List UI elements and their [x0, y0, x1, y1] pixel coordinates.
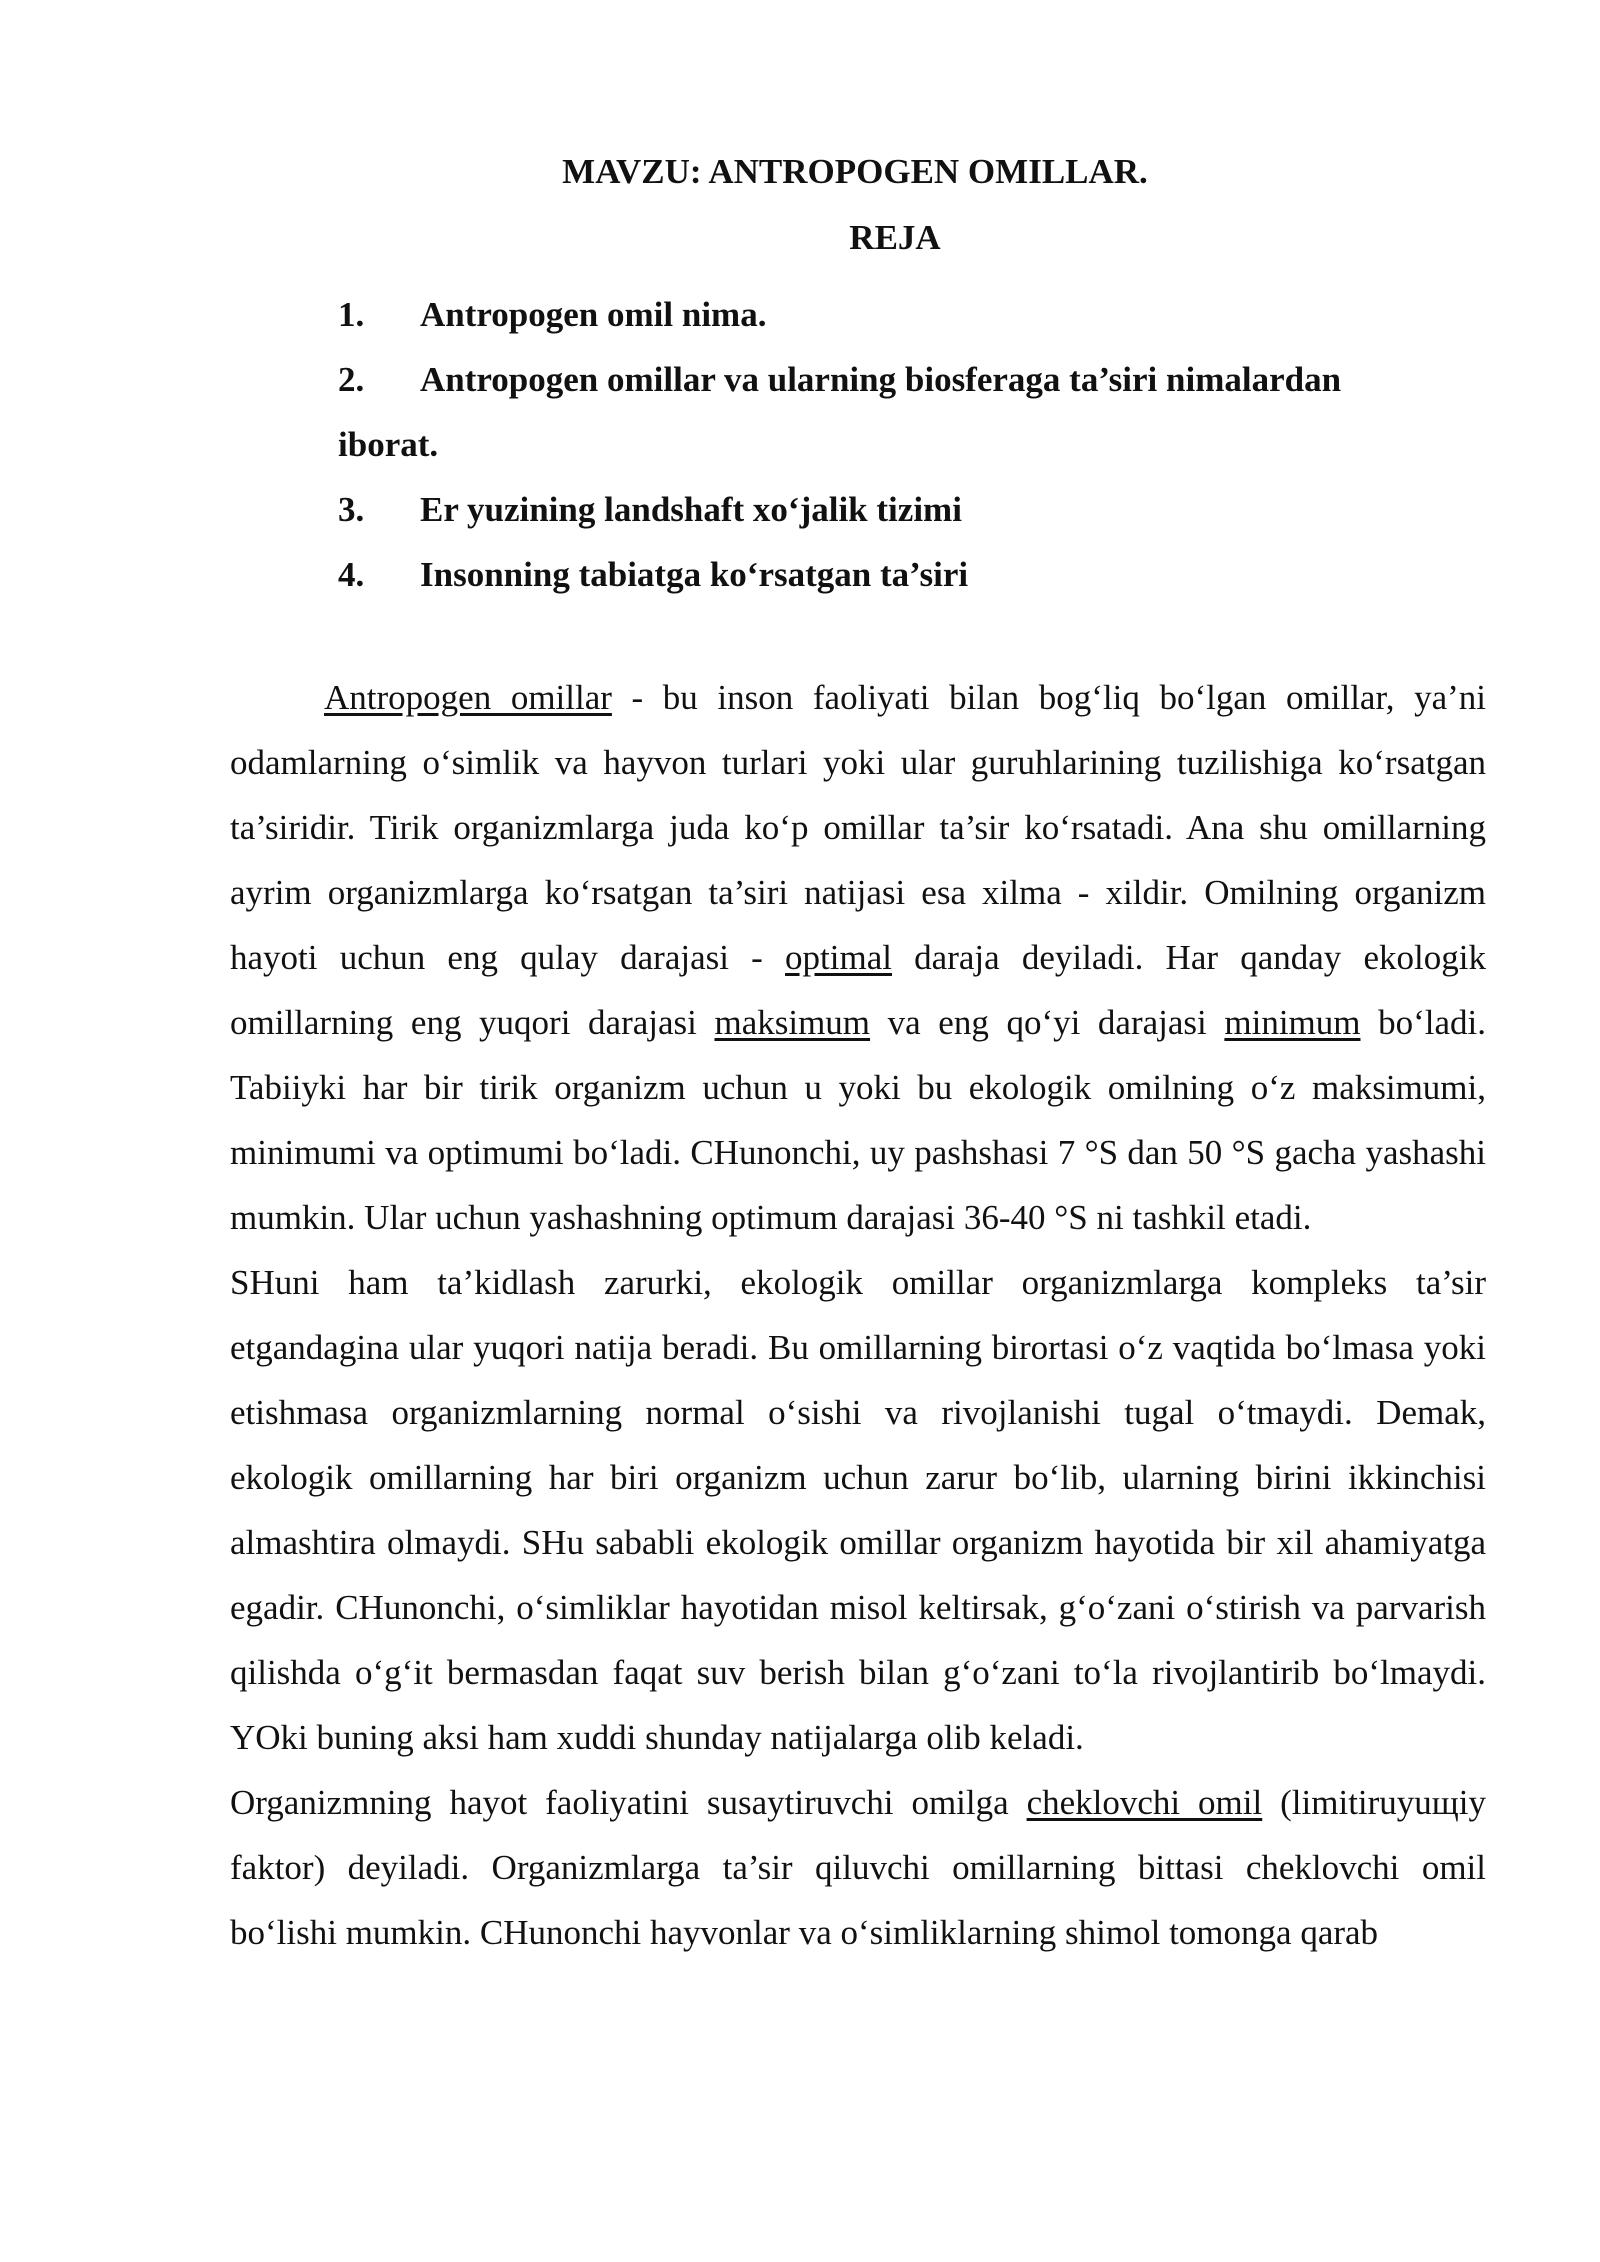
paragraph-text: - bu inson faoliyati bilan bog‘liq bo‘lgan omillar, ya’ni odamlarning o‘simlik va hayvon turlari yoki ular guruhlarining tuzilishiga ko‘rsatgan ta’siridir. Tirik organizmlarga juda ko‘p omillar ta’sir ko‘rsatadi. Ana shu omillarning ayrim organizmlarga ko‘rsatgan ta’siri natijasi esa xilma - xildir. Omilning organizm hayoti uchun eng qulay darajasi - — [230, 678, 1486, 977]
term-cheklovchi-omil: cheklovchi omil — [1026, 1783, 1263, 1822]
plan-heading: REJA — [849, 218, 941, 257]
term-minimum: minimum — [1224, 1003, 1361, 1042]
paragraph-3 — [230, 1770, 1486, 1965]
plan-item-2 — [338, 347, 1420, 412]
plan-item-number: 1. — [338, 295, 365, 334]
plan-item-text: Er yuzining landshaft xo‘jalik tizimi — [420, 490, 962, 529]
plan-item-number: 2. — [338, 360, 365, 399]
plan-item-2-continuation: iborat. — [338, 425, 439, 464]
plan-list — [338, 282, 1420, 607]
paragraph-text: (limitiruyuщiy faktor) deyiladi. Organizmlarga ta’sir qiluvchi omillarning bittasi cheklovchi omil bo‘lishi mumkin. CHunonchi hayvonlar va o‘simliklarning shimol tomonga qarab — [230, 1783, 1486, 1952]
term-antropogen-omillar: Antropogen omillar — [324, 678, 612, 717]
paragraph-text: daraja deyiladi. Har qanday ekologik omillarning eng yuqori darajasi — [230, 938, 1486, 1042]
plan-item-number: 4. — [338, 555, 365, 594]
term-optimal: optimal — [785, 938, 892, 977]
plan-item-number: 3. — [338, 490, 365, 529]
plan-item-3 — [338, 477, 1420, 542]
plan-item-4 — [338, 542, 1420, 607]
plan-item-text: Insonning tabiatga ko‘rsatgan ta’siri — [420, 555, 969, 594]
plan-item-text: Antropogen omil nima. — [420, 295, 767, 334]
body-text — [230, 665, 1486, 1965]
term-maksimum: maksimum — [714, 1003, 871, 1042]
paragraph-text: Organizmning hayot faoliyatini susaytiruvchi omilga — [230, 1783, 1027, 1822]
paragraph-2: SHuni ham ta’kidlash zarurki, ekologik omillar organizmlarga kompleks ta’sir etgandagina ular yuqori natija beradi. Bu omillarning birortasi o‘z vaqtida bo‘lmasa yoki etishmasa organizmlarning normal o‘sishi va rivojlanishi tugal o‘tmaydi. Demak, ekologik omillarning har biri organizm uchun zarur bo‘lib, ularning birini ikkinchisi almashtira olmaydi. SHu sababli ekologik omillar organizm hayotida bir xil ahamiyatga egadir. CHunonchi, o‘simliklar hayotidan misol keltirsak, g‘o‘zani o‘stirish va parvarish qilishda o‘g‘it bermasdan faqat suv berish bilan g‘o‘zani to‘la rivojlantirib bo‘lmaydi. YOki buning aksi ham xuddi shunday natijalarga olib keladi. — [230, 1263, 1486, 1757]
plan-item-text: Antropogen omillar va ularning biosferaga ta’siri nimalardan — [420, 360, 1342, 399]
paragraph-text: va eng qo‘yi darajasi — [870, 1003, 1225, 1042]
paragraph-1 — [230, 665, 1486, 1250]
document-title: MAVZU: ANTROPOGEN OMILLAR. — [562, 152, 1148, 191]
plan-item-1 — [338, 282, 1420, 347]
paragraph-text: bo‘ladi. Tabiiyki har bir tirik organizm uchun u yoki bu ekologik omilning o‘z maksimumi, minimumi va optimumi bo‘ladi. CHunonchi, uy pashshasi 7 °S dan 50 °S gacha yashashi mumkin. Ular uchun yashashning optimum darajasi 36-40 °S ni tashkil etadi. — [230, 1003, 1486, 1237]
